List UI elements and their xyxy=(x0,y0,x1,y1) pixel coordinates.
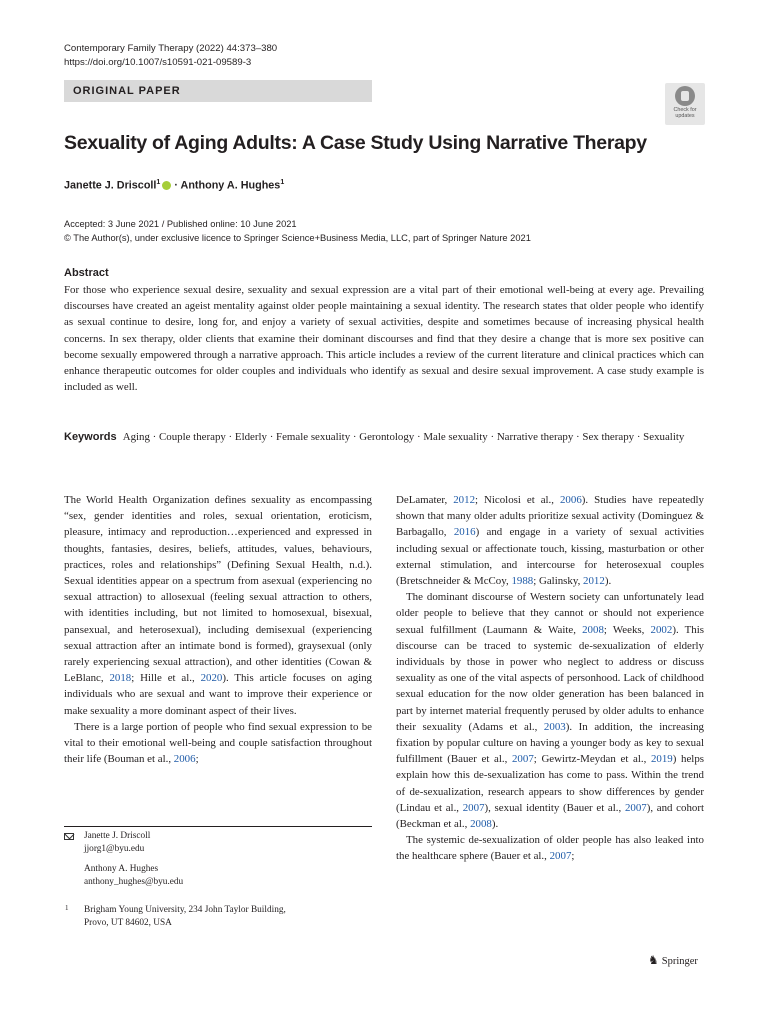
citation-link[interactable]: 2016 xyxy=(453,526,476,539)
copyright-line: © The Author(s), under exclusive licence to Springer Science+Business Media, LLC, part of Springer Nature 2021 xyxy=(64,232,531,243)
affiliation-number: 1 xyxy=(65,904,69,912)
citation-link[interactable]: 2018 xyxy=(109,672,132,685)
citation-link[interactable]: 2019 xyxy=(650,753,673,766)
footnote-divider xyxy=(64,826,372,827)
citation-link[interactable]: 2012 xyxy=(583,575,605,588)
publication-dates xyxy=(64,218,531,245)
body-column-left xyxy=(64,492,372,767)
affiliation-line-2: Provo, UT 84602, USA xyxy=(84,918,172,929)
author-affiliation-2: 1 xyxy=(280,179,285,186)
abstract-heading: Abstract xyxy=(64,267,109,279)
citation-link[interactable]: 2007 xyxy=(511,753,534,766)
corresponding-author xyxy=(84,830,364,857)
citation-link[interactable]: 2008 xyxy=(582,623,604,636)
author-name-1[interactable]: Janette J. Driscoll xyxy=(64,179,157,192)
citation-link[interactable]: 2012 xyxy=(453,494,476,506)
paragraph: DeLamater, 2012; Nicolosi et al., 2006). Studies have repeatedly shown that many older adults prioritize sexual activity (Dominguez & Barbagallo, 2016) and engage in a variety of sexual activities including sexual or affectionate touch, kissing, masturbation or other external stimulation, and intercourse for heterosexual couples (Bretschneider & McCoy, 1988; Galinsky, 2012). xyxy=(396,494,704,588)
publisher-logo xyxy=(648,953,698,968)
second-author-contact xyxy=(84,863,364,890)
citation-link[interactable]: 2007 xyxy=(549,850,572,863)
keywords xyxy=(64,429,704,445)
keywords-label: Keywords xyxy=(64,431,117,443)
citation-link[interactable]: 2007 xyxy=(462,801,485,814)
doi-link[interactable]: https://doi.org/10.1007/s10591-021-09589-3 xyxy=(64,57,252,68)
article-title: Sexuality of Aging Adults: A Case Study Using Narrative Therapy xyxy=(64,132,647,154)
article-type-banner: ORIGINAL PAPER xyxy=(64,80,372,102)
publisher-name: Springer xyxy=(661,956,698,967)
citation-link[interactable]: 2008 xyxy=(470,818,492,831)
citation-link[interactable]: 2003 xyxy=(543,720,566,733)
check-updates-text-1: Check for xyxy=(673,107,697,113)
citation-link[interactable]: 2006 xyxy=(173,753,196,766)
citation-link[interactable]: 2002 xyxy=(650,623,673,636)
author-separator: · xyxy=(171,179,181,192)
author-line xyxy=(64,179,284,192)
citation-link[interactable]: 1988 xyxy=(511,575,534,588)
check-updates-icon xyxy=(675,86,695,106)
author-name-2[interactable]: Anthony A. Hughes xyxy=(180,179,281,192)
orcid-icon[interactable] xyxy=(162,181,171,190)
footnote-name-2: Anthony A. Hughes xyxy=(84,864,159,874)
envelope-icon xyxy=(64,833,74,840)
paragraph: The dominant discourse of Western society can unfortunately lead older people to believe that they cannot or should not experience sexual fulfillment (Laumann & Waite, 2008; Weeks, 2002). This discourse can be traced to systemic de-sexualization of elderly individuals by those in power who neglect to address or discuss sexuality as one of the vital aspects of personhood. Lack of childhood sexual education for the now older generation has been balanced in part by internet material frequently perused by older adults to enhance their sexuality (Adams et al., 2003). In addition, the increasing fixation by popular culture on having a younger body as key to sexual fulfillment (Bauer et al., 2007; Gewirtz-Meydan et al., 2019) helps explain how this de-sexualization has come to pass. Within the trend of de-sexualization, research appears to show differences by gender (Lindau et al., 2007), sexual identity (Bauer et al., 2007), and cohort (Beckman et al., 2008). xyxy=(396,591,705,831)
paragraph: There is a large portion of people who find sexual expression to be vital to their emotional well-being and couple satisfaction throughout their life (Bouman et al., 2006; xyxy=(64,720,372,766)
check-updates-text-2: updates xyxy=(675,113,695,119)
citation-link[interactable]: 2006 xyxy=(559,494,582,506)
journal-citation: Contemporary Family Therapy (2022) 44:373–380 xyxy=(64,43,278,54)
citation-link[interactable]: 2007 xyxy=(624,801,647,814)
paragraph: The World Health Organization defines sexuality as encompassing “sex, gender identities and roles, sexual orientation, eroticism, pleasure, intimacy and reproduction…experienced and expressed in thoughts, fantasies, desires, beliefs, attitudes, values, behaviours, practices, roles and relationships” (Defining Sexual Health, n.d.). Sexual identities appear on a spectrum from asexual (experiencing no sexual attraction) to allosexual (feeling sexual attraction to others, with identities including, but not limited to homosexual, bisexual, pansexual, and heterosexual), including demisexual (experiencing sexual attraction after an intimate bond is formed), graysexual (only rarely experiencing sexual attraction), and other identities (Cowan & LeBlanc, 2018; Hille et al., 2020). This article focuses on aging individuals who are sexual and want to improve their experience or make sexuality a more dominant aspect of their lives. xyxy=(64,494,372,717)
accepted-published-line: Accepted: 3 June 2021 / Published online: 10 June 2021 xyxy=(64,219,297,229)
author-affiliation-1: 1 xyxy=(156,179,161,186)
affiliation-line-1: Brigham Young University, 234 John Taylor Building, xyxy=(84,905,286,915)
journal-header xyxy=(64,42,277,70)
footnote-email-1[interactable]: jjorg1@byu.edu xyxy=(84,844,145,855)
keywords-list: Aging · Couple therapy · Elderly · Female sexuality · Gerontology · Male sexuality · Narrative therapy · Sex therapy · Sexuality xyxy=(122,431,685,443)
springer-horse-icon: ♞ xyxy=(648,953,659,967)
citation-link[interactable]: 2020 xyxy=(200,672,223,685)
body-column-right xyxy=(396,492,704,865)
footnote-email-2[interactable]: anthony_hughes@byu.edu xyxy=(84,877,184,888)
footnote-name-1: Janette J. Driscoll xyxy=(84,831,151,841)
check-for-updates-badge[interactable] xyxy=(665,83,705,125)
affiliation xyxy=(84,904,364,931)
paragraph: The systemic de-sexualization of older people has also leaked into the healthcare sphere (Bauer et al., 2007; xyxy=(396,834,704,863)
abstract-text: For those who experience sexual desire, sexuality and sexual expression are a vital part of their emotional well-being at every age. Prevailing discourses have created an ageist mentality against older people maintaining a sexual identity. The research states that older people who identify as sexual continue to desire, long for, and enjoy a variety of sexual activities, despite and sometimes because of increasing physical health concerns. In sex therapy, older clients that examine their dominant discourses and find that they desire a change that is more sex positive can become sexually empowered through a narrative approach. This article includes a review of the current literature and clinical practices which can enhance therapeutic outcomes for older couples and individuals who identify as sexual and desire sexual improvement. A case study example is included as well. xyxy=(64,284,704,394)
